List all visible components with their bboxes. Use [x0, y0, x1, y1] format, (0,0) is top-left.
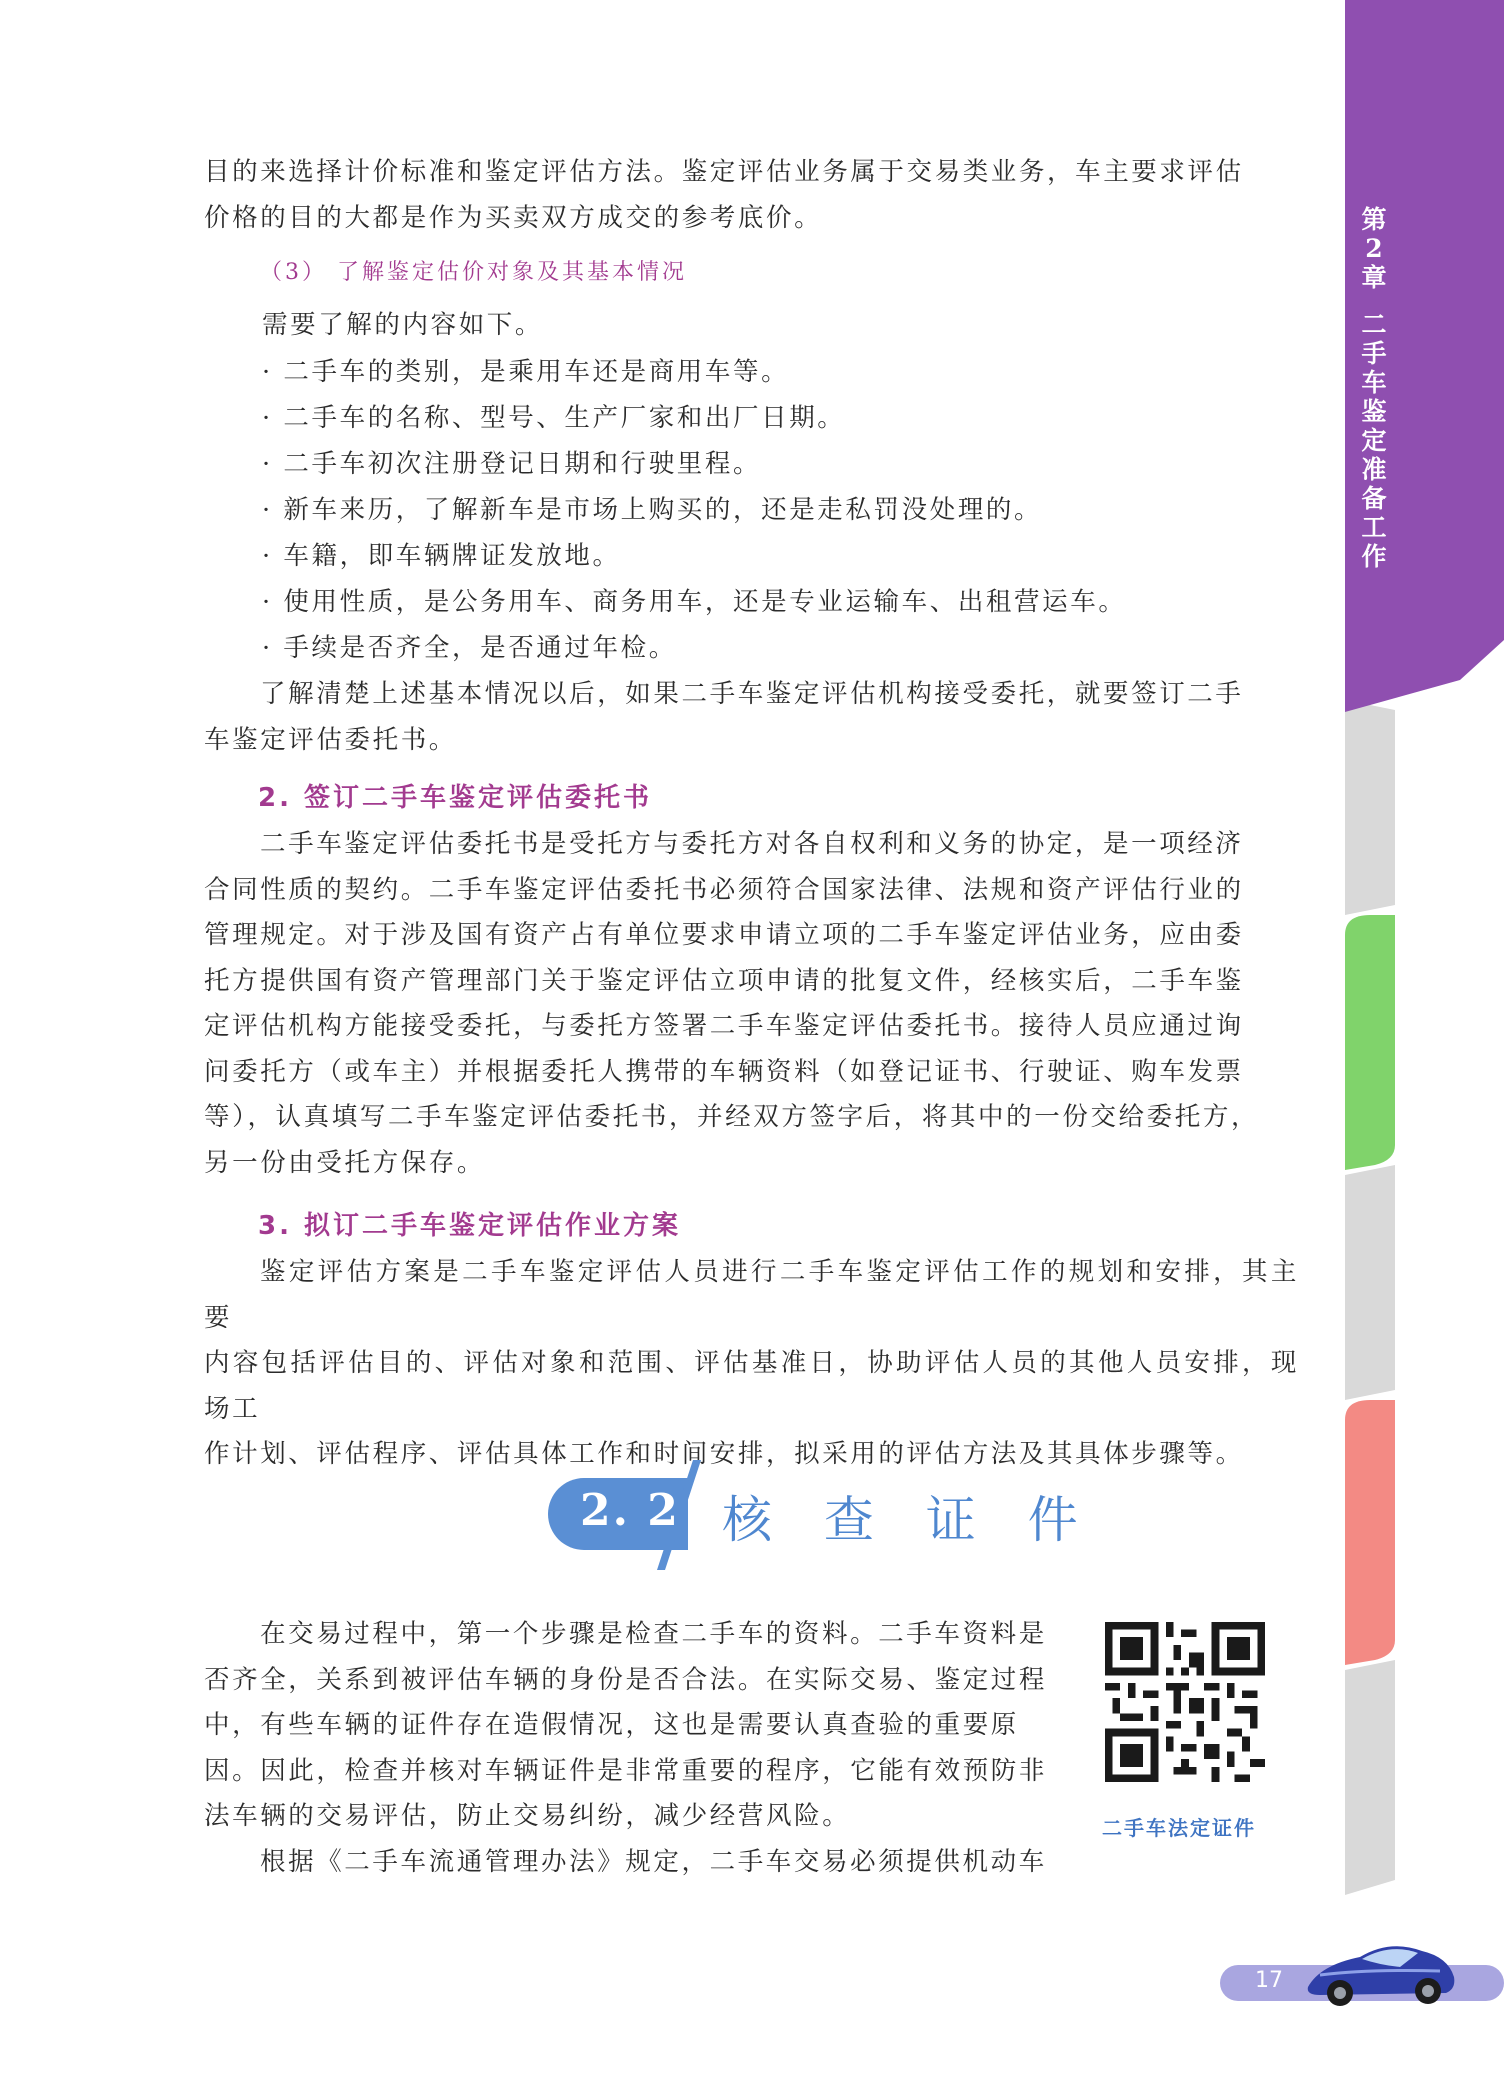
paragraph-5: 在交易过程中，第一个步骤是检查二手车的资料。二手车资料是 否齐全，关系到被评估车辆的身份是否合法。在实际交易、鉴定过程 中，有些车辆的证件存在造假情况，这也是需要认真查验的重要原 因。因此，检查并核对车辆证件是非常重要的程序，它能有效预防非 法车辆的交易评估，防止交易纠纷，减少经营风险。: [204, 1619, 1048, 1831]
bullet-item: · 使用性质，是公务用车、商务用车，还是专业运输车、出租营运车。: [262, 587, 1127, 617]
section-title: 核 查 证 件: [722, 1491, 1096, 1549]
paragraph-1: 目的来选择计价标准和鉴定评估方法。鉴定评估业务属于交易类业务，车主要求评估 价格的目的大都是作为买卖双方成交的参考底价。: [204, 157, 1244, 233]
section-number: 2. 2: [580, 1485, 680, 1536]
bullet-item: · 二手车的类别，是乘用车还是商用车等。: [262, 357, 790, 387]
bullet-item: · 二手车的名称、型号、生产厂家和出厂日期。: [262, 403, 846, 433]
qr-caption: 二手车法定证件: [1102, 1816, 1256, 1840]
tab-gray-3: [1345, 1660, 1395, 1895]
paragraph-6: 根据《二手车流通管理办法》规定，二手车交易必须提供机动车: [260, 1847, 1047, 1877]
tab-green: [1345, 915, 1395, 1170]
tab-red: [1345, 1400, 1395, 1665]
paragraph-4: 鉴定评估方案是二手车鉴定评估人员进行二手车鉴定评估工作的规划和安排，其主要 内容包括评估目的、评估对象和范围、评估基准日，协助评估人员的其他人员安排，现场工 作计划、评估程序、评估具体工作和时间安排，拟采用的评估方法及其具体步骤等。: [204, 1257, 1299, 1469]
heading-3: 3. 拟订二手车鉴定评估作业方案: [258, 1211, 682, 1241]
subheading-3: （3） 了解鉴定估价对象及其基本情况: [260, 260, 687, 285]
qr-code-icon[interactable]: [1105, 1622, 1265, 1782]
tab-gray-2: [1345, 1165, 1395, 1400]
page-number: 17: [1255, 1968, 1283, 1993]
paragraph-2: 了解清楚上述基本情况以后，如果二手车鉴定评估机构接受委托，就要签订二手 车鉴定评估委托书。: [204, 679, 1244, 755]
intro-text: 需要了解的内容如下。: [262, 310, 544, 340]
paragraph-3: 二手车鉴定评估委托书是受托方与委托方对各自权利和义务的协定，是一项经济 合同性质的契约。二手车鉴定评估委托书必须符合国家法律、法规和资产评估行业的 管理规定。对于涉及国有资产占有单位要求申请立项的二手车鉴定评估业务，应由委 托方提供国有资产管理部门关于鉴定评估立项申请的批复文件，经核实后，二手车鉴 定评估机构方能接受委托，与委托方签署二手车鉴定评估委托书。接待人员应通过询 问委托方（或车主）并根据委托人携带的车辆资料（如登记证书、行驶证、购车发票 等），认真填写二手车鉴定评估委托书，并经双方签字后，将其中的一份交给委托方， 另一份由受托方保存。: [204, 829, 1260, 1178]
bullet-item: · 新车来历，了解新车是市场上购买的，还是走私罚没处理的。: [262, 495, 1043, 525]
tab-gray-1: [1345, 700, 1395, 915]
sports-car-icon: [1300, 1925, 1460, 2015]
chapter-tab-label: 第 2 章 二 手 车 鉴 定 准 备 工 作: [1361, 205, 1387, 571]
bullet-item: · 手续是否齐全，是否通过年检。: [262, 633, 677, 663]
heading-2: 2. 签订二手车鉴定评估委托书: [258, 783, 653, 813]
bullet-item: · 车籍，即车辆牌证发放地。: [262, 541, 621, 571]
bullet-item: · 二手车初次注册登记日期和行驶里程。: [262, 449, 762, 479]
